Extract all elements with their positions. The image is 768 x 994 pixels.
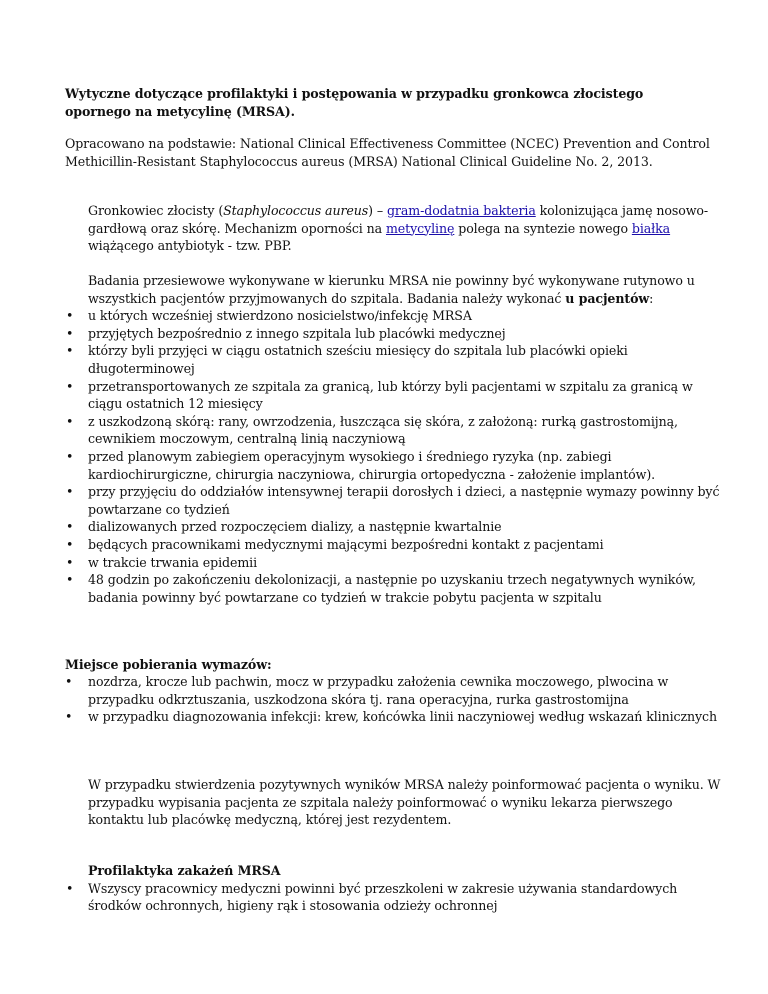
bullet-icon: • (66, 484, 74, 500)
bullet-icon: • (65, 709, 73, 725)
prevention-section (66, 862, 728, 915)
intro-text-3: kolonizująca jamę nosowo-gardłową oraz skórę. Mechanizm oporności na (88, 203, 709, 236)
screening-list (66, 307, 728, 606)
intro-species-name: Staphylococcus aureus (223, 203, 369, 218)
prevention-list (66, 880, 728, 915)
sites-section (65, 673, 725, 726)
screening-lead (88, 272, 728, 307)
info-paragraph: W przypadku stwierdzenia pozytywnych wyników MRSA należy poinformować pacjenta o wyniku. W przypadku wypisania pacjenta ze szpitala należy poinformować o wyniku lekarza pierwszego kontaktu lub placówkę medyczną, której jest rezydentem. (88, 777, 721, 828)
source-citation: Opracowano na podstawie: National Clinical Effectiveness Committee (NCEC) Prevention and Control Methicillin-Resistant Staphylococcus aureus (MRSA) National Clinical Guideline No. 2, 2013. (65, 136, 710, 169)
list-item (66, 307, 728, 325)
bullet-icon: • (66, 554, 74, 570)
intro-text-1: Gronkowiec złocisty ( (88, 203, 224, 218)
list-item-text: dializowanych przed rozpoczęciem dializy, a następnie kwartalnie (88, 519, 502, 535)
list-item (66, 880, 728, 915)
list-item (66, 483, 728, 518)
list-item-text: Wszyscy pracownicy medyczni powinni być przeszkoleni w zakresie używania standardowych środków ochronnych, higieny rąk i stosowania odzieży ochronnej (88, 880, 678, 914)
list-item-text: którzy byli przyjęci w ciągu ostatnich sześciu miesięcy do szpitala lub placówki opieki długoterminowej (88, 343, 628, 376)
intro-text-2: ) – (368, 203, 387, 218)
bullet-icon: • (66, 325, 74, 341)
list-item-text: w przypadku diagnozowania infekcji: krew, końcówka linii naczyniowej według wskazań klinicznych (88, 709, 717, 725)
bullet-icon: • (66, 880, 74, 896)
sites-heading: Miejsce pobierania wymazów: (65, 657, 272, 672)
list-item-text: przetransportowanych ze szpitala za granicą, lub którzy byli pacjentami w szpitalu za granicą w ciągu ostatnich 12 miesięcy (88, 378, 693, 412)
list-item (66, 413, 728, 448)
list-item (65, 673, 725, 708)
bullet-icon: • (65, 674, 73, 689)
list-item (66, 554, 728, 572)
list-item-text: w trakcie trwania epidemii (88, 554, 258, 570)
list-item (65, 708, 725, 726)
intro-text-4: polega na syntezie nowego (454, 220, 632, 236)
document-title: Wytyczne dotyczące profilaktyki i postępowania w przypadku gronkowca złocistego opornego na metycylinę (MRSA). (65, 86, 644, 119)
link-methicillin[interactable]: metycylinę (385, 220, 455, 236)
link-gram-positive-bacteria[interactable]: gram-dodatnia bakteria (386, 203, 536, 218)
list-item-text: przyjętych bezpośrednio z innego szpitala lub placówki medycznej (88, 325, 506, 341)
bullet-icon: • (66, 519, 74, 535)
list-item (66, 342, 728, 377)
list-item (66, 571, 728, 606)
intro-paragraph (88, 202, 728, 255)
bullet-icon: • (66, 378, 74, 394)
list-item-text: przy przyjęciu do oddziałów intensywnej terapii dorosłych i dzieci, a następnie wymazy powinny być powtarzane co tydzień (88, 484, 720, 517)
bullet-icon: • (66, 448, 74, 464)
list-item (66, 325, 728, 343)
link-protein[interactable]: białka (631, 220, 671, 236)
list-item-text: przed planowym zabiegiem operacyjnym wysokiego i średniego ryzyka (np. zabiegi kardiochirurgiczne, chirurgia naczyniowa, chirurgia ortopedyczna - założenie implantów). (88, 448, 656, 482)
screening-lead-end: : (649, 290, 654, 306)
list-item-text: 48 godzin po zakończeniu dekolonizacji, a następnie po uzyskaniu trzech negatywnych wyników, badania powinny być powtarzane co tydzień w trakcie pobytu pacjenta w szpitalu (88, 572, 696, 605)
screening-lead-bold: u pacjentów (565, 290, 650, 306)
list-item-text: będących pracownikami medycznymi mającymi bezpośredni kontakt z pacjentami (88, 536, 604, 552)
list-item-text: u których wcześniej stwierdzono nosicielstwo/infekcję MRSA (88, 308, 472, 324)
sites-list (65, 673, 725, 726)
screening-section (66, 272, 728, 606)
list-item (66, 518, 728, 536)
bullet-icon: • (66, 413, 74, 429)
list-item-text: z uszkodzoną skórą: rany, owrzodzenia, łuszcząca się skóra, z założoną: rurką gastrostomijną, cewnikiem moczowym, centralną linią naczyniową (88, 413, 678, 447)
list-item-text: nozdrza, krocze lub pachwin, mocz w przypadku założenia cewnika moczowego, plwocina w przypadku odkrztuszania, uszkodzona skóra tj. rana operacyjna, rurka gastrostomijna (88, 674, 669, 707)
list-item (66, 448, 728, 483)
screening-lead-text: Badania przesiewowe wykonywane w kierunku MRSA nie powinny być wykonywane rutynowo u wszystkich pacjentów przyjmowanych do szpitala. Badania należy wykonać (88, 273, 695, 306)
bullet-icon: • (66, 343, 74, 359)
bullet-icon: • (66, 308, 74, 324)
list-item (66, 536, 728, 554)
list-item (66, 378, 728, 413)
bullet-icon: • (66, 572, 74, 588)
bullet-icon: • (66, 536, 74, 552)
prevention-heading: Profilaktyka zakażeń MRSA (88, 863, 281, 878)
intro-text-5: wiążącego antybiotyk - tzw. PBP. (88, 238, 292, 254)
